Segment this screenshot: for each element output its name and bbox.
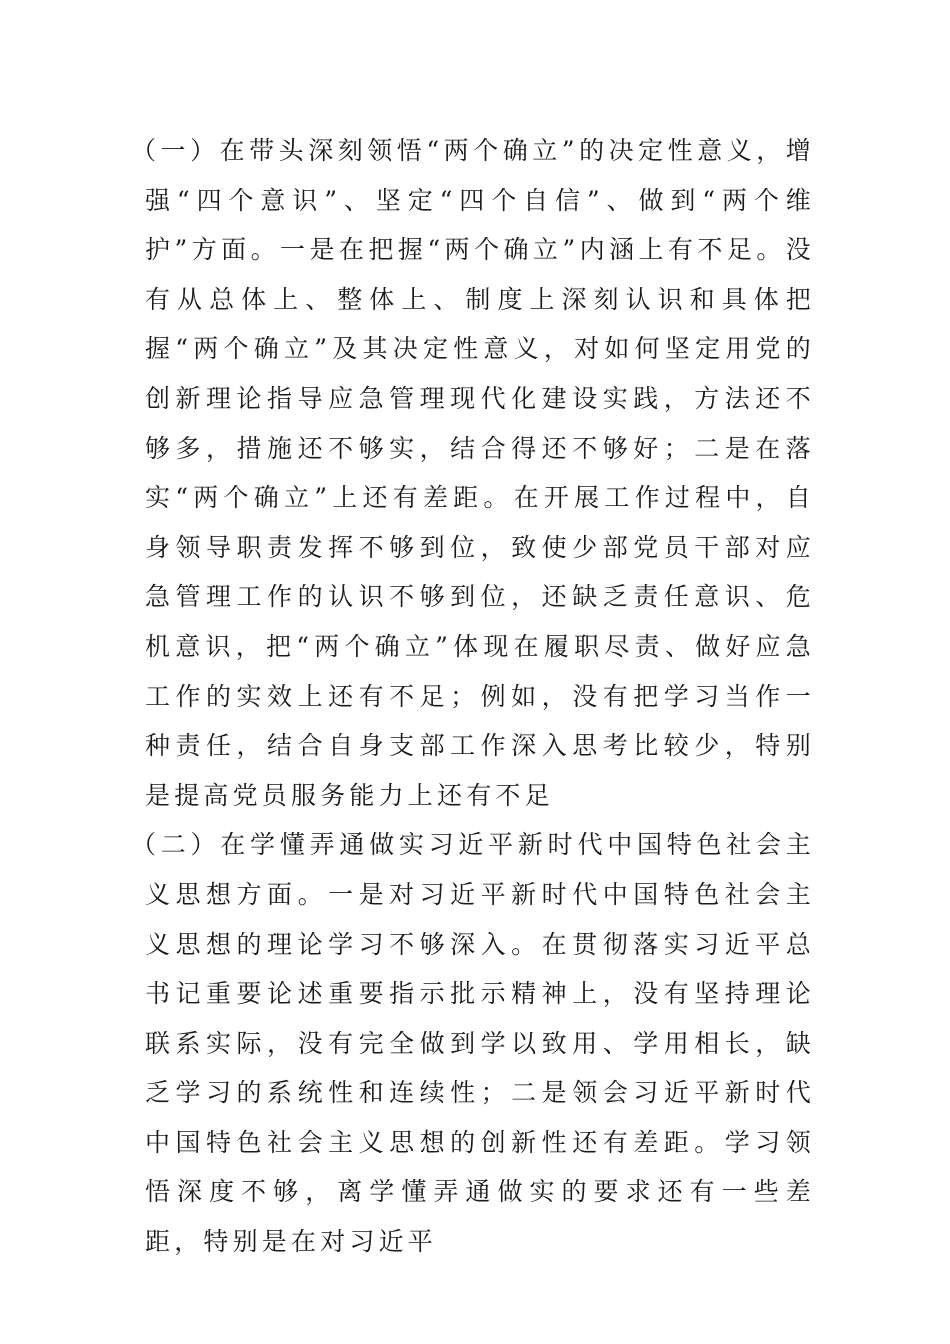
document-body xyxy=(131,126,815,1267)
paragraph-2: （二）在学懂弄通做实习近平新时代中国特色社会主义思想方面。一是对习近平新时代中国特色社会主义思想的理论学习不够深入。在贯彻落实习近平总书记重要论述重要指示批示精神上，没有坚持理论联系实际，没有完全做到学以致用、学用相长，缺乏学习的系统性和连续性；二是领会习近平新时代中国特色社会主义思想的创新性还有差距。学习领悟深度不够，离学懂弄通做实的要求还有一些差距，特别是在对习近平 xyxy=(131,830,815,1257)
paragraph-1: （一）在带头深刻领悟“两个确立”的决定性意义，增强“四个意识”、坚定“四个自信”、做到“两个维护”方面。一是在把握“两个确立”内涵上有不足。没有从总体上、整体上、制度上深刻认识和具体把握“两个确立”及其决定性意义，对如何坚定用党的创新理论指导应急管理现代化建设实践，方法还不够多，措施还不够实，结合得还不够好；二是在落实“两个确立”上还有差距。在开展工作过程中，自身领导职责发挥不够到位，致使少部党员干部对应急管理工作的认识不够到位，还缺乏责任意识、危机意识，把“两个确立”体现在履职尽责、做好应急工作的实效上还有不足；例如，没有把学习当作一种责任，结合自身支部工作深入思考比较少，特别是提高党员服务能力上还有不足 xyxy=(131,136,815,810)
